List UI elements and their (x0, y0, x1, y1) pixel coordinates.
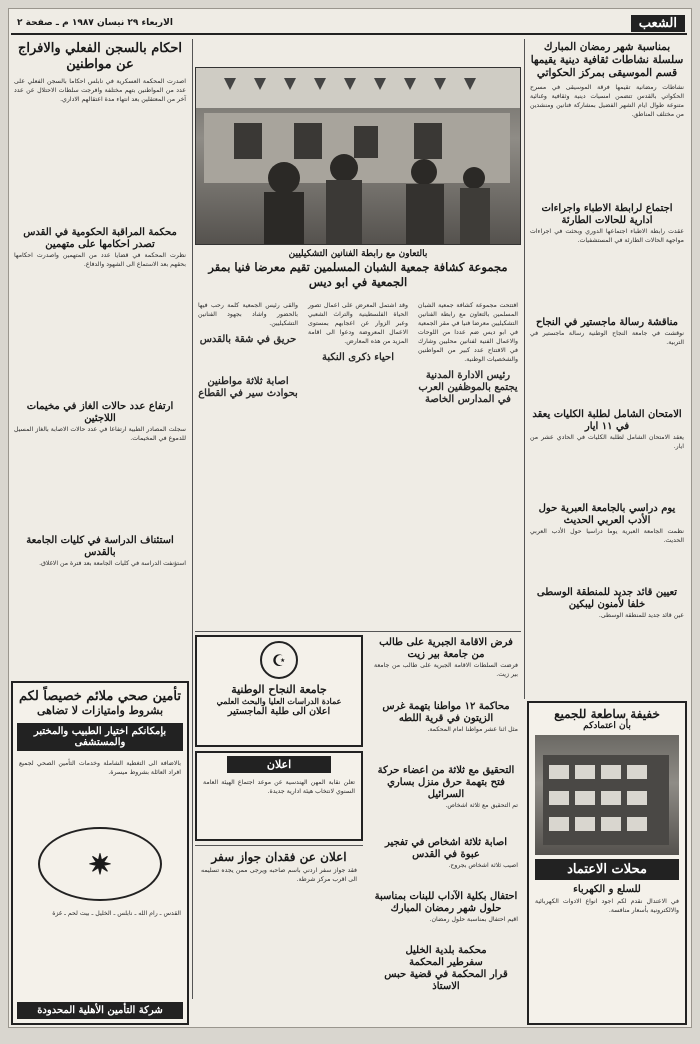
mid-h4: اصابة ثلاثة اشخاص في تفجير عبوة في القدس (385, 837, 507, 860)
left-headline: احكام بالسجن الفعلي والافراج عن مواطنين (17, 41, 183, 73)
loss-notice (195, 845, 363, 1015)
mid-h7: سفرطير المحكمة (409, 957, 483, 968)
masthead (11, 13, 687, 35)
insurance-ad-body: بالاضافة الى التغطية الشاملة وخدمات التأمين الصحي لجميع افراد العائلة بشروط ميسرة. (19, 760, 181, 776)
mid-h8: قرار المحكمة في قضية حبس الاستاذ (384, 969, 508, 992)
left-h3: ارتفاع عدد حالات الغاز في مخيمات اللاجئين (26, 400, 174, 424)
najah-ad (195, 635, 363, 747)
shop-body: في الاعتدال نقدم لكم اجود انواع الادوات الكهربائية والالكترونية بأسعار منافسة. (535, 898, 679, 914)
insurance-ad-foot: شركة التأمين الأهلية المحدودة (17, 1002, 183, 1019)
main-body-col-3: والقى رئيس الجمعية كلمة رحب فيها بالحضور واشاد بجهود الفنانين التشكيليين. حريق في شقة بالقدس اصابة ثلاثة مواطنين بحوادث سير في القطاع (198, 302, 298, 399)
newspaper-logo: الشعب (631, 15, 685, 32)
notice-ad (195, 751, 363, 841)
left-body-1: اصدرت المحكمة العسكرية في نابلس احكاما بالسجن الفعلي على عدد من المواطنين بتهم مختلفة وافرجت سلطات الاحتلال عن عدد آخر من المعتقلين بعد انتهاء مدة اعتقالهم الاداري. (14, 77, 186, 103)
right-body-3: نوقشت في جامعة النجاح الوطنية رسالة ماجستير في التربية. (530, 330, 684, 347)
mid-bottom-col (371, 635, 521, 1015)
right-h3: مناقشة رسالة ماجستير في النجاح (535, 317, 679, 329)
exhibition-photo (195, 67, 521, 245)
main-body-col-1: افتتحت مجموعة كشافة جمعية الشبان المسلمين بالتعاون مع رابطة الفنانين التشكيليين معرضا فنيا في مقر الجمعية في ابو ديس ضم عددا من اللوحات والاعمال الفنية لفنانين محليين وشارك في الافتتاح عدد كبير من المواطنين والشخصيات الوطنية. رئيس الادارة المدنية يجتمع بالموظفين العرب في المدارس الخاصة (418, 302, 518, 405)
insurance-ad-emblem (38, 827, 162, 901)
right-body-6: عين قائد جديد للمنطقة الوسطى. (598, 612, 684, 620)
mid-body-3: تم التحقيق مع ثلاثة اشخاص. (445, 802, 518, 809)
mid-h2: محاكمة ١٢ مواطنا بتهمة غرس الزيتون في قرية اللطه (382, 701, 510, 724)
spacer-2 (439, 39, 445, 43)
right-body-2: عقدت رابطة الاطباء اجتماعها الدوري وبحثت في اجراءات مواجهة الحالات الطارئة في المستشفيات. (530, 228, 684, 245)
najah-ad-title: جامعة النجاح الوطنية (231, 683, 327, 696)
university-seal-icon: ☪ (260, 641, 298, 679)
main-h-death: حريق في شقة بالقدس (199, 334, 297, 345)
right-h6: تعيين قائد جديد للمنطقة الوسطى خلفا لأمنون ليبكين (536, 587, 678, 611)
main-body-col-2: وقد اشتمل المعرض على اعمال تصور الحياة الفلسطينية والتراث الشعبي وعبر الزوار عن اعجابهم بمستوى الاعمال المعروضة ودعوا الى اقامة المزيد من هذه المعارض. احياء ذكرى النكبة (308, 302, 408, 363)
main-headline-kicker: بالتعاون مع رابطة الفنانين التشكيليين (288, 249, 428, 259)
left-body-4: استؤنفت الدراسة في كليات الجامعة بعد فترة من الاغلاق. (39, 559, 186, 567)
exhibition-photo-svg (195, 68, 520, 245)
mid-body-2: مثل اثنا عشر مواطنا امام المحكمة. (427, 726, 518, 733)
sale-ad-photo (535, 735, 679, 855)
dateline: الاربعاء ٢٩ نيسان ١٩٨٧ م ـ صفحة ٢ (17, 18, 173, 28)
mid-h3: التحقيق مع ثلاثة من اعضاء حركة فتح بتهمة حرق منزل بساري السرائيل (377, 765, 515, 800)
mid-h5: احتفال بكلية الآداب للبنات بمناسبة حلول شهر رمضان المبارك (374, 891, 518, 914)
sale-ad (527, 701, 687, 1025)
shop-sub: للسلع و الكهرباء (573, 884, 641, 895)
sale-ad-photo-svg (533, 735, 679, 855)
left-h2: محكمة المراقبة الحكومية في القدس تصدر احكامها على متهمين (23, 226, 177, 250)
right-column (527, 39, 687, 699)
sale-ad-sub: بأن اعتمادكم (583, 721, 631, 731)
star-icon: ✷ (88, 847, 112, 881)
left-body-3: سجلت المصادر الطبية ارتفاعا في عدد حالات الاصابة بالغاز المسيل للدموع في المخيمات. (14, 425, 186, 442)
main-h-edu: رئيس الادارة المدنية يجتمع بالموظفين العرب في المدارس الخاصة (418, 370, 518, 405)
left-h4: استئناف الدراسة في كليات الجامعة بالقدس (26, 534, 174, 558)
shop-title: محلات الاعتماد (535, 859, 679, 880)
right-h5: يوم دراسي بالجامعة العبرية حول الأدب العربي الحديث (538, 503, 676, 527)
insurance-ad-line: بإمكانكم اختيار الطبيب والمختبر والمستشفى (17, 723, 183, 751)
right-body-1: نشاطات رمضانية تقيمها فرقة الموسيقى في مسرح الحكواتي بالقدس تتضمن امسيات دينية وثقافية وغنائية متنوعة طوال ايام الشهر الفضيل بمشاركة فنانين ومنشدين من مختلف المناطق. (530, 84, 684, 119)
insurance-ad-branches: القدس ـ رام الله ـ نابلس ـ الخليل ـ بيت لحم ـ غزة (52, 910, 181, 917)
mid-body-5: اقيم احتفال بمناسبة حلول رمضان. (429, 916, 518, 923)
insurance-ad-sub: بشروط وامتيازات لا تضاهى (36, 704, 164, 717)
right-h4: الامتحان الشامل لطلبة الكليات يعقد في ١١ ايار (532, 409, 682, 433)
main-headline-block (195, 249, 521, 295)
loss-notice-title: اعلان عن فقدان جواز سفر (211, 850, 347, 864)
right-body-5: نظمت الجامعة العبرية يوما دراسيا حول الأدب العربي الحديث. (530, 528, 684, 545)
mid-h6: محكمة بلدية الخليل (405, 945, 487, 956)
newspaper-page (8, 8, 692, 1028)
loss-notice-body: فقد جواز سفر اردني باسم صاحبه ويرجى ممن يجده تسليمه الى اقرب مركز شرطة. (201, 867, 357, 883)
mid-body-1: فرضت السلطات الاقامة الجبرية على طالب من جامعة بير زيت. (374, 662, 518, 678)
najah-ad-sub: عمادة الدراسات العليا والبحث العلمي (216, 696, 342, 706)
main-h-anniv: احياء ذكرى النكبة (322, 352, 394, 363)
main-h-cars: اصابة ثلاثة مواطنين بحوادث سير في القطاع (198, 376, 298, 399)
mid-h1: فرض الاقامة الجبرية على طالب من جامعة بير زيت (379, 637, 513, 660)
right-headline: بمناسبة شهر رمضان المبارك سلسلة نشاطات ثقافية دينية يقيمها قسم الموسيقى بمركز الحكواتي (530, 41, 684, 80)
insurance-ad-title: تأمين صحي ملائم خصيصاً لكم (19, 689, 181, 704)
notice-ad-body: تعلن نقابة المهن الهندسية عن موعد اجتماع الهيئة العامة السنوي لانتخاب هيئة ادارية جديدة. (203, 779, 355, 795)
right-body-4: يعقد الامتحان الشامل لطلبة الكليات في الحادي عشر من ايار. (530, 434, 684, 451)
najah-ad-line: اعلان الى طلبة الماجستير (227, 706, 331, 717)
left-column (11, 39, 189, 679)
left-body-2: نظرت المحكمة في قضايا عدد من المتهمين واصدرت احكامها بحقهم بعد الاستماع الى الشهود والدفاع. (14, 251, 186, 268)
right-h2: اجتماع لرابطة الاطباء واجراءات ادارية للحالات الطارئة (541, 203, 673, 227)
mid-body-4: اصيب ثلاثة اشخاص بجروح. (448, 862, 518, 869)
notice-ad-title: اعلان (227, 756, 331, 773)
main-headline: مجموعة كشافة جمعية الشبان المسلمين تقيم معرضا فنيا بمقر الجمعية في ابو ديس (208, 260, 508, 289)
sale-ad-title: خفيفة ساطعة للجميع (554, 707, 660, 721)
insurance-ad (11, 681, 189, 1025)
